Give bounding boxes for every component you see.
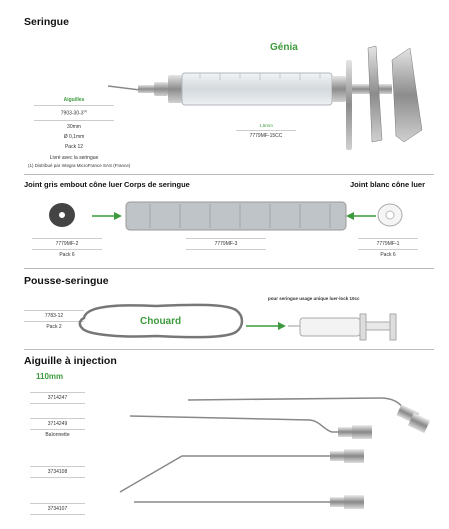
genia-brand-label: Génia [270,42,298,53]
joint-gris-title: Joint gris embout cône luer [24,180,123,189]
chouard-brand-label: Chouard [140,316,182,327]
section-title-aiguille: Aiguille à injection [24,355,117,367]
needle-length: 30mm [67,123,81,130]
pousse-compat-note: pour seringue usage unique luer-lock 10cc [268,296,360,301]
needle-item-spec: 3714247 [30,392,85,404]
distribution-footnote: (1) Distribué par Integra MicroFrance SAS (France) [28,163,131,168]
needle-ref: 7903-30-3$^{(1)}$ [60,109,88,117]
divider [24,268,434,269]
syringe-spec-block [236,123,296,139]
injection-needles-illustration [110,380,440,520]
section-title-pousse: Pousse-seringue [24,275,109,287]
needle-item-spec: 3734108 [30,466,85,478]
needle-pack: Pack 12 [64,143,84,150]
parts-illustration [40,200,430,236]
syringe-capacity: 1,5mm [259,123,273,128]
needle-item-spec: 3714249 Baïonnette [30,418,85,438]
pousse-spec: 7783-12 Pack 2 [24,310,84,330]
needle-spec-block [34,97,114,161]
needle-delivered-note: Livré avec la seringue [49,154,99,161]
divider [24,174,434,175]
needle-diameter: Ø 0,1mm [63,133,85,140]
needle-title: Aiguilles [63,97,85,103]
section-title-seringue: Seringue [24,16,69,28]
pousse-illustration [76,298,436,348]
joint-blanc-spec: 7779MF-1 Pack 6 [358,238,418,258]
joint-blanc-title: Joint blanc cône luer [350,180,426,189]
divider [24,349,434,350]
corps-spec: 7779MF-3 [186,238,266,250]
joint-gris-spec: 7779MF-2 Pack 6 [32,238,102,258]
needle-length-label: 110mm [36,372,64,381]
corps-title: Corps de seringue [124,180,190,189]
needle-item-spec: 3734107 [30,503,85,515]
syringe-ref: 7779MF-15CC [249,133,283,139]
genia-syringe-illustration [100,40,430,170]
